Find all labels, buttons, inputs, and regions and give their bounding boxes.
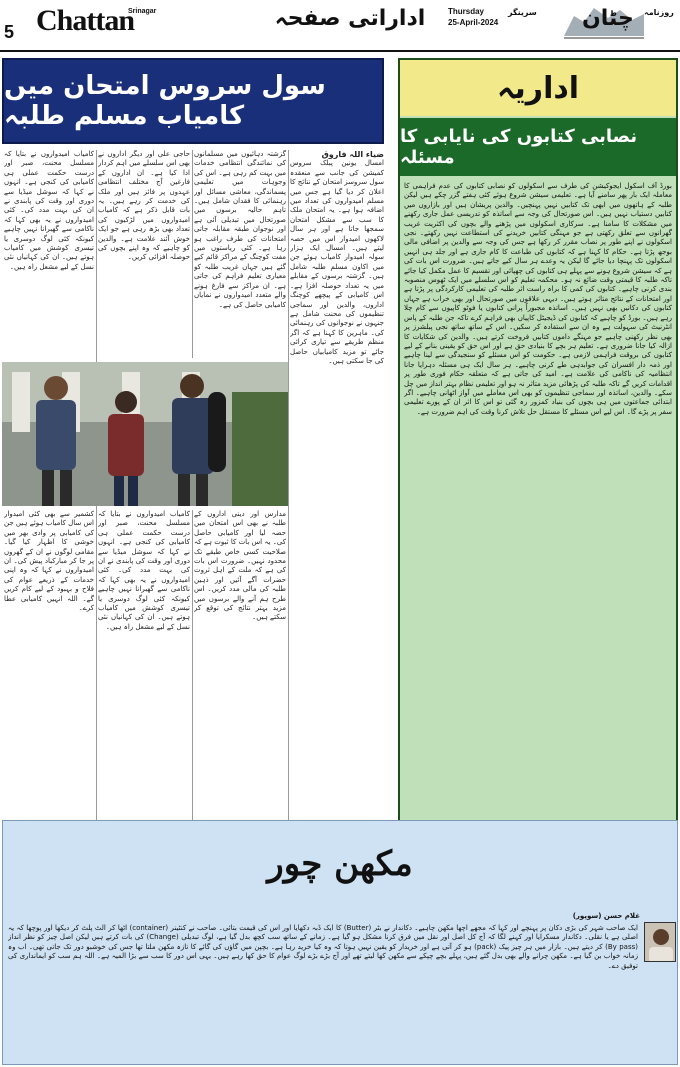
masthead-urdu: چٹان	[582, 6, 634, 31]
editorial-heading-band	[400, 60, 676, 116]
edition-city-en: Srinagar	[128, 8, 157, 15]
page-header	[0, 0, 680, 52]
students-photo-image	[2, 362, 288, 506]
roznama-label: روزنامہ	[644, 8, 674, 17]
column-text: ایک صاحب شہر کی بڑی دکان پر پہنچے اور کہا کہ مجھے اچھا مکھن چاہیے۔ دکاندار نے بٹر (Butter) کا ایک ڈبہ دکھایا اور اس کی قیمت بتائی۔ صاحب نے کنٹینر (container) اٹھا کر الٹ پلٹ کر دیکھا اور پوچھا کہ یہ اصلی ہے یا نقلی۔ دکاندار مسکرایا اور کہنے لگا کہ آج کل اصل اور نقل میں فرق کرنا مشکل ہو گیا ہے۔ زمانے کے ساتھ سب کچھ بدل گیا ہے، لوگ تبدیلی (Change) کی بات کرتے ہیں لیکن اصل چیز کو نظر انداز (By pass) کر دیتے ہیں۔ بازار میں ہر چیز پیک (pack) ہو کر آتی ہے اور خریدار کو یقین نہیں ہوتا کہ وہ کیا خرید رہا ہے۔ بچپن میں گاؤں کی گائے کا تازہ مکھن ملتا تھا جس کی خوشبو دور تک جاتی تھی۔ اب وہ زمانہ خواب بن گیا ہے۔ مکھن چرانے والے بھی بدل گئے ہیں، پہلے بچے چپکے سے مکھن کھا لیتے تھے اور آج بڑے بڑے لوگ عوام کا حق کھا رہے ہیں۔ یہی اس دور کا سب سے بڑا المیہ ہے۔ اللہ ہم سب کو ایمانداری کی توفیق دے۔	[8, 924, 638, 970]
feature-column-3: حاجی علی اور دیگر اداروں نے بھی اس سلسلے میں اہم کردار ادا کیا ہے۔ ان اداروں کے فارغین آج مختلف انتظامی عہدوں پر فائز ہیں اور ملک کی خدمت کر رہے ہیں۔ یہ بات قابل ذکر ہے کہ کامیاب امیدواروں میں لڑکیوں کی تعداد بھی بڑھ رہی ہے جو ایک خوش آئند علامت ہے۔ والدین کو چاہیے کہ وہ اپنے بچوں کی حوصلہ افزائی کریں۔	[98, 150, 190, 262]
feature-column-6: کشمیر سے بھی کئی امیدوار اس سال کامیاب ہوئے ہیں جن کی کامیابی پر وادی بھر میں خوشی کا اظہار کیا گیا۔ مقامی لوگوں نے ان کے گھروں پر جا کر مبارکباد پیش کی۔ ان امیدواروں نے کہا کہ وہ اپنی خدمات کے ذریعے عوام کی فلاح و بہبود کے لیے کام کریں گے۔ اللہ انہیں کامیابی عطا کرے۔	[4, 510, 94, 613]
newspaper-logo: Chattan	[36, 4, 135, 37]
column-divider	[192, 150, 193, 358]
column-author: غلام حسن (سوپور)	[572, 912, 640, 920]
feature-column-2: گزشتہ دہائیوں میں مسلمانوں کی نمائندگی انتظامی خدمات میں بہت کم رہی ہے۔ اس کی وجوہات میں تعلیمی پسماندگی، معاشی مسائل اور رہنمائی کا فقدان شامل ہیں۔ تاہم حالیہ برسوں میں صورتحال میں تبدیلی آئی ہے اور نوجوان طبقہ مقابلہ جاتی امتحانات کی طرف راغب ہو رہا ہے۔ کئی ریاستوں میں مفت کوچنگ کے مراکز قائم کیے گئے ہیں جہاں غریب طلبہ کو معیاری تعلیم فراہم کی جاتی ہے۔ ان مراکز سے فارغ ہونے والے متعدد امیدواروں نے نمایاں کامیابی حاصل کی ہے۔	[194, 150, 286, 309]
editorial-title-band	[400, 118, 676, 176]
section-title: اداراتی صفحہ	[274, 6, 426, 31]
page-number: 5	[4, 22, 15, 42]
author-avatar-image	[645, 923, 676, 962]
issue-day: Thursday	[448, 7, 485, 16]
feature-column-1-text: امسال یونین پبلک سروس کمیشن کی جانب سے منعقدہ سول سروسز امتحان کے نتائج کا اعلان کر دیا گیا ہے جس میں مسلم امیدواروں کی تعداد میں اضافہ ہوا ہے۔ یہ امتحان ملک کا سب سے مشکل امتحان سمجھا جاتا ہے اور ہر سال لاکھوں امیدوار اس میں حصہ لیتے ہیں۔ امسال ایک ہزار سولہ امیدوار کامیاب ہوئے جن میں اکاون مسلم طلبہ شامل ہیں۔ گزشتہ برسوں کے مقابلے میں یہ تعداد حوصلہ افزا ہے۔ اس کامیابی کے پیچھے کوچنگ اداروں، والدین اور سماجی تنظیموں کی محنت شامل ہے جنہوں نے نوجوانوں کی رہنمائی کی۔ ماہرین کا کہنا ہے کہ اگر منظم طریقے سے تیاری کرائی جائے تو مزید کامیابیاں حاصل کی جا سکتی ہیں۔	[290, 159, 384, 365]
feature-column-1	[290, 150, 384, 832]
column-divider	[288, 150, 289, 830]
feature-column-5: مدارس اور دینی اداروں کے طلبہ نے بھی اس امتحان میں حصہ لیا اور کامیابی حاصل کی۔ یہ اس بات کا ثبوت ہے کہ صلاحیت کسی خاص طبقے تک محدود نہیں۔ ضرورت اس بات کی ہے کہ ملت کے اہل ثروت حضرات آگے آئیں اور ذہین طلبہ کی مالی مدد کریں۔ اس طرح ہم آنے والے برسوں میں مزید بہتر نتائج کی توقع کر سکتے ہیں۔	[194, 510, 286, 622]
column-divider	[192, 510, 193, 830]
column-title: مکھن چور	[267, 844, 413, 884]
feature-byline: ضیاء اللہ فاروق	[321, 150, 384, 159]
feature-column-6b: کامیاب امیدواروں نے بتایا کہ مسلسل محنت، صبر اور درست حکمت عملی ہی کامیابی کی کنجی ہے۔ انہوں نے کہا کہ سوشل میڈیا سے دوری اور وقت کی پابندی نے ان کی بہت مدد کی۔ کئی امیدواروں نے یہ بھی کہا کہ ناکامی سے گھبرانا نہیں چاہیے کیونکہ کئی لوگ دوسری یا تیسری کوشش میں کامیاب ہوتے ہیں۔ ان کی کہانیاں نئی نسل کے لیے مشعل راہ ہیں۔	[98, 510, 190, 631]
editorial-text: بورڈ آف اسکول ایجوکیشن کی طرف سے اسکولوں کو نصابی کتابوں کی عدم فراہمی کا معاملہ ایک بار پھر سامنے آیا ہے۔ تعلیمی سیشن شروع ہوئے کئی ہفتے گزر چکے ہیں لیکن طلبہ کے ہاتھوں میں ابھی تک کتابیں نہیں پہنچیں۔ والدین پریشان ہیں اور بازاروں میں کتابیں دستیاب نہیں ہیں۔ اس صورتحال کی وجہ سے اساتذہ کو تدریسی عمل جاری رکھنے میں مشکلات کا سامنا ہے۔ سرکاری اسکولوں میں پڑھنے والے بچوں کی اکثریت غریب گھرانوں سے تعلق رکھتی ہے جو مہنگی کتابیں خریدنے کی استطاعت نہیں رکھتے۔ نجی اسکولوں نے اپنے طور پر نصاب مقرر کر رکھا ہے جس کی وجہ سے والدین پر اضافی مالی بوجھ پڑتا ہے۔ حکام کا کہنا ہے کہ کتابوں کی طباعت کا کام جاری ہے اور جلد ہی انہیں اسکولوں تک پہنچا دیا جائے گا لیکن یہ وعدے ہر سال کیے جاتے ہیں۔ ضرورت اس بات کی ہے کہ سیشن شروع ہونے سے پہلے ہی کتابوں کی چھپائی اور تقسیم کا عمل مکمل کیا جائے تاکہ طلبہ کا قیمتی وقت ضائع نہ ہو۔ محکمہ تعلیم کو اس سلسلے میں ایک ٹھوس منصوبہ بندی کرنی چاہیے۔ کتابوں کی کمی کا براہ راست اثر طلبہ کی تعلیمی کارکردگی پر پڑتا ہے اور امتحانات کے نتائج متاثر ہوتے ہیں۔ دیہی علاقوں میں صورتحال اور بھی خراب ہے جہاں کتابوں کی دکانیں بھی نہیں ہیں۔ اساتذہ مجبوراً پرانی کتابوں یا فوٹو کاپیوں سے کام چلا رہے ہیں۔ بورڈ کو چاہیے کہ کتابوں کی ڈیجیٹل کاپیاں بھی فراہم کرے تاکہ جن طلبہ کے پاس انٹرنیٹ کی سہولت ہے وہ ان سے استفادہ کر سکیں۔ اس کے ساتھ ساتھ نجی پبلشرز پر بھی نظر رکھنی چاہیے جو مہنگے داموں کتابیں فروخت کرتے ہیں۔ والدین کی شکایات کا ازالہ کیا جانا ضروری ہے۔ تعلیم ہر بچے کا بنیادی حق ہے اور اس حق کو یقینی بنانے کے لیے کتابوں کی بروقت فراہمی لازمی ہے۔ حکومت کو اس مسئلے کو سنجیدگی سے لینا چاہیے اور ذمہ دار افسران کی جوابدہی طے کرنی چاہیے۔ ہر سال ایک ہی مسئلہ دہرایا جانا انتظامیہ کی ناکامی کی علامت ہے۔ امید کی جاتی ہے کہ متعلقہ حکام فوری طور پر اقدامات کریں گے تاکہ طلبہ کی پڑھائی مزید متاثر نہ ہو اور تعلیمی نظام بہتر انداز میں چل سکے۔ والدین، اساتذہ اور سماجی تنظیموں کو بھی اس معاملے میں آواز اٹھانی چاہیے۔ اگر ابتدائی جماعتوں میں ہی بچوں کی بنیاد کمزور رہ گئی تو اس کا اثر ان کے پورے تعلیمی سفر پر پڑے گا۔ اس لیے اس مسئلے کا مستقل حل تلاش کرنا وقت کی اہم ضرورت ہے۔	[404, 182, 672, 416]
issue-date-value: 25-April-2024	[448, 18, 499, 27]
editorial-title: نصابی کتابوں کی نایابی کا مسئلہ	[400, 126, 638, 168]
feature-title: سول سروس امتحان میں کامیاب مسلم طلبہ	[4, 71, 326, 131]
students-photo	[2, 362, 288, 506]
column-title-wrap	[250, 832, 430, 896]
author-avatar	[644, 922, 676, 962]
editorial-heading: اداریہ	[496, 70, 580, 106]
edition-city-ur: سرینگر	[508, 8, 537, 17]
feature-title-banner	[2, 58, 384, 144]
feature-column-4: کامیاب امیدواروں نے بتایا کہ مسلسل محنت، صبر اور درست حکمت عملی ہی کامیابی کی کنجی ہے۔ انہوں نے کہا کہ سوشل میڈیا سے دوری اور وقت کی پابندی نے ان کی بہت مدد کی۔ کئی امیدواروں نے یہ بھی کہا کہ ناکامی سے گھبرانا نہیں چاہیے کیونکہ کئی لوگ دوسری یا تیسری کوشش میں کامیاب ہوتے ہیں۔ ان کی کہانیاں نئی نسل کے لیے مشعل راہ ہیں۔	[4, 150, 94, 271]
issue-date	[448, 6, 498, 28]
